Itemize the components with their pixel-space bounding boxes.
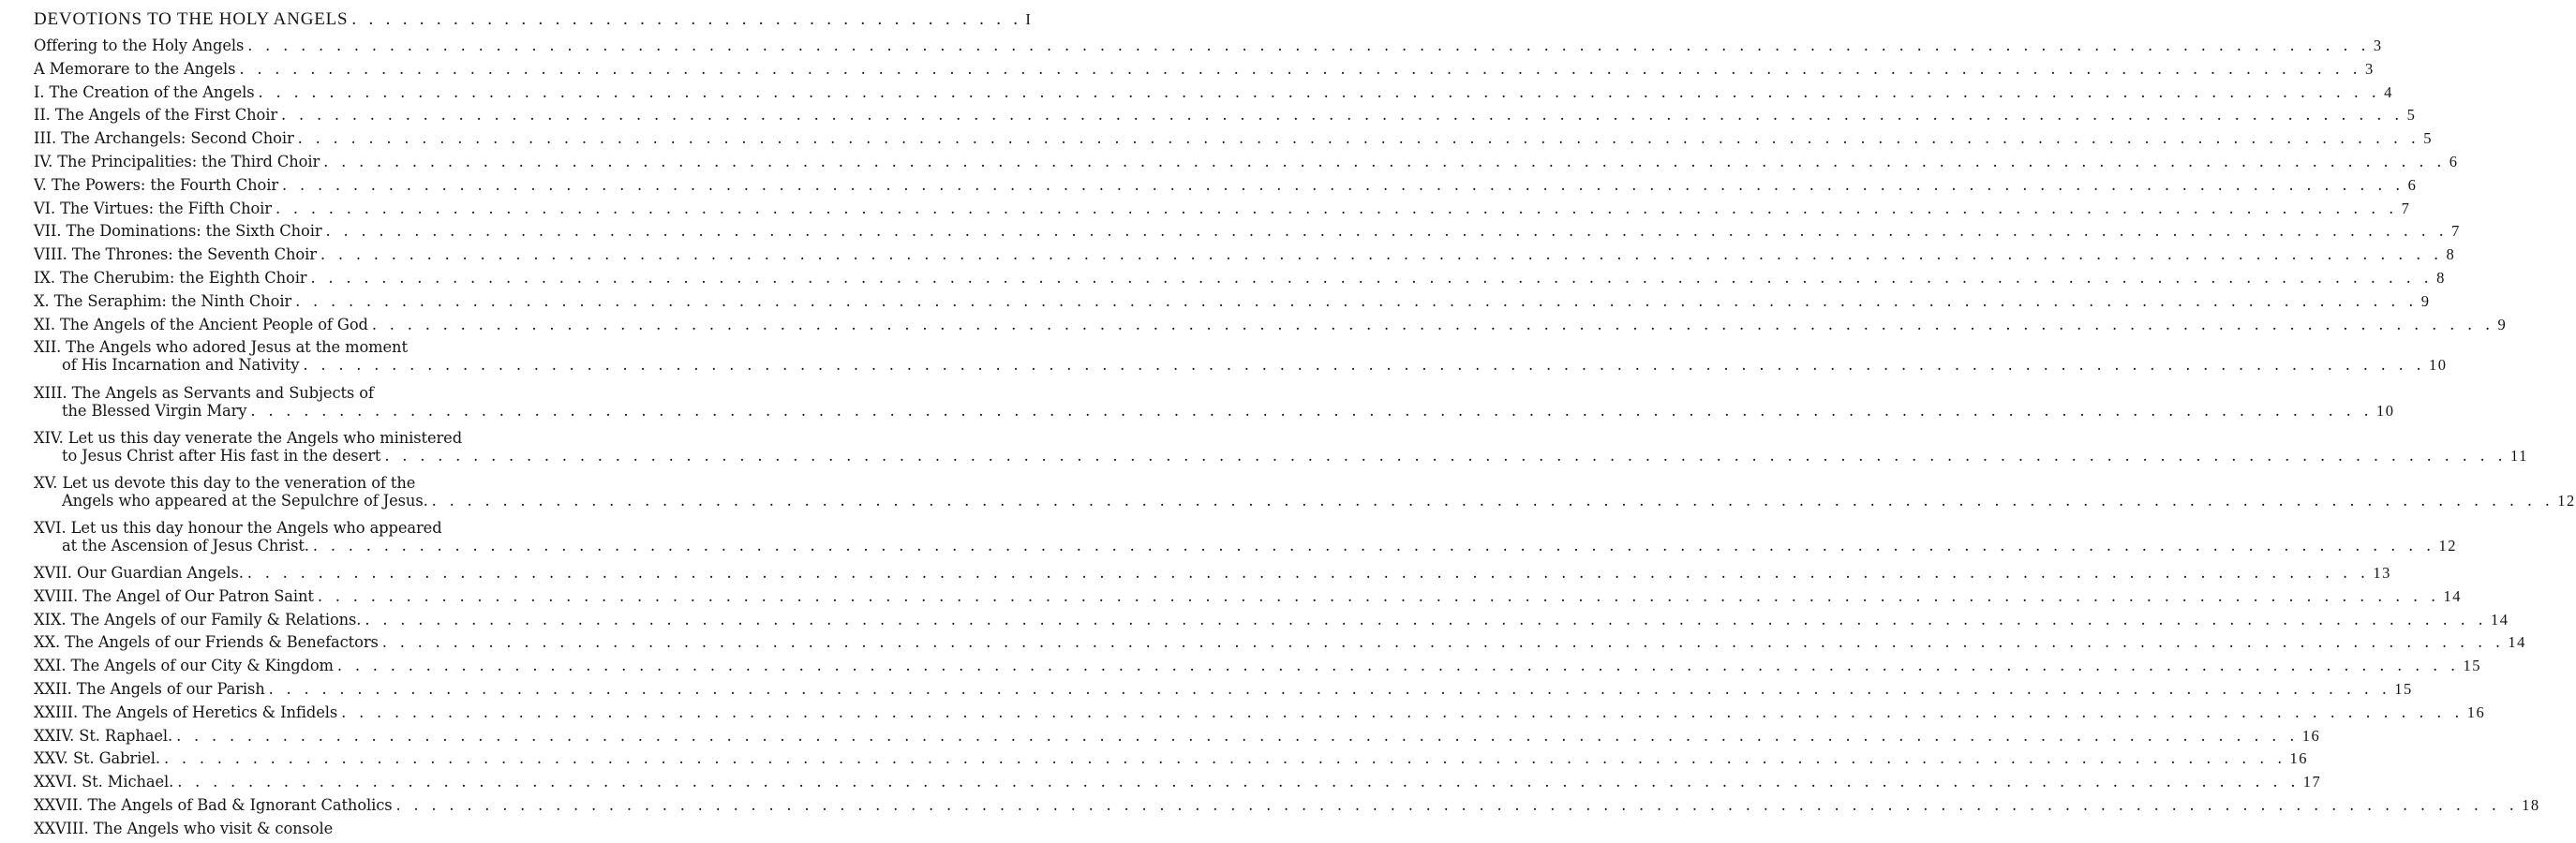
leader-dots: . . . . . . . . . . . . . . . . . . . . . . . . . . . . . . . . . . . . . . . . . . . . . . . . . . . . . . . . . . . . . . . . . . . . . . . . . . . . . . . . . . . . . . . . . . . . . . . . . . . . . . . . . . . . . . . . . . . . . . . .: [317, 586, 2440, 605]
entry-title-line: XXI. The Angels of our City & Kingdom: [34, 657, 334, 675]
leader-dots: . . . . . . . . . . . . . . . . . . . . . . . . . . . . . . . . . . . . . . . . . . . . . . . . . . . . . . . . . . . . . . . . . . . . . . . . . . . . . . . . . . . . . . . . . . . . . . . . . . . . . . . . . . . . . . . . . . . . . . . .: [282, 175, 2405, 194]
entry-title-line: XIII. The Angels as Servants and Subjects of: [34, 383, 374, 402]
entry-title-line: IV. The Principalities: the Third Choir: [34, 153, 320, 170]
entry-page-number: 18: [2522, 795, 2540, 814]
toc-entry[interactable]: [34, 657, 2482, 675]
entry-title-line: XV. Let us devote this day to the veneration of the: [34, 473, 416, 492]
leader-dots: . . . . . . . . . . . . . . . . . . . . . . . . . . . . . . . . . . . . . . . . . . . . . . . . . . . . . . . . . . . . . . . . . . . . . . . . . . . . . . . . . . . . . . . . . . . . . . . . . . . . . . . . . . . . . . . . . . . . . . . .: [250, 401, 2374, 420]
leader-dots: . . . . . . . . . . . . . . . . . . . . . . . . . . . . . . . . . . . . . . . . . . . . . . . . . . . . . . . . . . . . . . . . . . . . . . . . . . . . . . . . . . . . . . . . . . . . . . . . . . . . . . . . . . . . . . . . . . . . . . . .: [323, 153, 2446, 170]
entry-title-line: A Memorare to the Angels: [34, 59, 236, 78]
leader-dots: . . . . . . . . . . . . . . . . . . . . . . . . . . . . . . . . . . . . . . . . . . . . . . . . . . . . . . . . . . . . . . . . . . . . . . . . . . . . . . . . . . . . . . . . . . . . . . . . . . . . . . . . . . . . . . . . . . . . . . . .: [395, 795, 2519, 814]
toc-entry[interactable]: [34, 586, 2462, 606]
entry-title-line: XXVII. The Angels of Bad & Ignorant Catholics: [34, 795, 393, 814]
entry-page-number: 12: [2438, 536, 2457, 555]
entry-page-number: 5: [2406, 106, 2417, 125]
toc-entry[interactable]: [34, 199, 2411, 218]
leader-dots: . . . . . . . . . . . . . . . . . . . . . . . . . . . . . . . . . . . . . . . . . . . . . . . . . . . . . . . . . . . . . . . . . . . . . . . . . . . . . . . . . . . . . . . . . . . . . . . . . . . . . . . . . . . . . . . . . . . . . . . .: [281, 106, 2404, 125]
leader-dots: . . . . . . . . . . . . . . . . . . . . . . . . . . . . . . . . . . . . . . . . . . . . . . . . . . . . . . . . . . . . . . . . . . . . . . . . . . . . . . . . . . . . . . . . . . . . . . . . . . . . . . . . . . . . . . . . . . . . . . . .: [371, 315, 2494, 333]
leader-dots: . . . . . . . . . . . . . . . . . . . . . . . . . . . . . . . . . . . . . . . . . . . . . . . . . . . . . . . . . . . . . . . . . . . . . . . . . . . . . . . . . . . . . . . . . . . . . . . . . . . . . . . . . . . . . . . . . . . . . . . .: [177, 773, 2300, 791]
entry-title-line: Offering to the Holy Angels: [34, 37, 245, 54]
entry-title-line: I. The Creation of the Angels: [34, 82, 255, 101]
entry-page-number: 16: [2289, 749, 2309, 768]
leader-dots: . . . . . . . . . . . . . . . . . . . . . . . . . . . . . . . . . . . . . . . .: [351, 9, 1022, 29]
entry-page-number: 14: [2491, 610, 2509, 629]
entry-title-line: XIX. The Angels of our Family & Relations.: [34, 610, 362, 629]
leader-dots: . . . . . . . . . . . . . . . . . . . . . . . . . . . . . . . . . . . . . . . . . . . . . . . . . . . . . . . . . . . . . . . . . . . . . . . . . . . . . . . . . . . . . . . . . . . . . . . . . . . . . . . . . . . . . . . . . . . . . . . .: [246, 563, 2370, 582]
entry-page-number: 3: [2365, 59, 2375, 78]
entry-title-line: of His Incarnation and Nativity: [62, 356, 300, 375]
leader-dots: . . . . . . . . . . . . . . . . . . . . . . . . . . . . . . . . . . . . . . . . . . . . . . . . . . . . . . . . . . . . . . . . . . . . . . . . . . . . . . . . . . . . . . . . . . . . . . . . . . . . . . . . . . . . . . . . . . . . . . . .: [341, 702, 2464, 721]
toc-entry[interactable]: [34, 749, 2309, 768]
toc-entry[interactable]: [34, 610, 2509, 629]
entry-title-line: Angels who appeared at the Sepulchre of Jesus.: [62, 491, 428, 510]
toc-entry[interactable]: [34, 633, 2526, 652]
entry-title-line: XVIII. The Angel of Our Patron Saint: [34, 586, 314, 605]
entry-page-number: 12: [2557, 491, 2576, 510]
entry-page-number: 6: [2407, 175, 2418, 194]
leader-dots: . . . . . . . . . . . . . . . . . . . . . . . . . . . . . . . . . . . . . . . . . . . . . . . . . . . . . . . . . . . . . . . . . . . . . . . . . . . . . . . . . . . . . . . . . . . . . . . . . . . . . . . . . . . . . . . . . . . . . . . .: [239, 59, 2361, 78]
entry-title-line: the Blessed Virgin Mary: [62, 401, 247, 420]
toc-entry[interactable]: [34, 773, 2322, 791]
leader-dots: . . . . . . . . . . . . . . . . . . . . . . . . . . . . . . . . . . . . . . . . . . . . . . . . . . . . . . . . . . . . . . . . . . . . . . . . . . . . . . . . . . . . . . . . . . . . . . . . . . . . . . . . . . . . . . . . . . . . . . . .: [384, 446, 2507, 465]
toc-entry[interactable]: [34, 82, 2393, 102]
leader-dots: . . . . . . . . . . . . . . . . . . . . . . . . . . . . . . . . . . . . . . . . . . . . . . . . . . . . . . . . . . . . . . . . . . . . . . . . . . . . . . . . . . . . . . . . . . . . . . . . . . . . . . . . . . . . . . . . . . . . . . . .: [295, 291, 2418, 310]
entry-title-line: XXVIII. The Angels who visit & console: [34, 819, 334, 837]
leader-dots: . . . . . . . . . . . . . . . . . . . . . . . . . . . . . . . . . . . . . . . . . . . . . . . . . . . . . . . . . . . . . . . . . . . . . . . . . . . . . . . . . . . . . . . . . . . . . . . . . . . . . . . . . . . . . . . . . . . . . . . .: [163, 749, 2286, 768]
entry-title-line: at the Ascension of Jesus Christ.: [62, 536, 309, 555]
leader-dots: . . . . . . . . . . . . . . . . . . . . . . . . . . . . . . . . . . . . . . . . . . . . . . . . . . . . . . . . . . . . . . . . . . . . . . . . . . . . . . . . . . . . . . . . . . . . . . . . . . . . . . . . . . . . . . . . . . . . . . . .: [297, 129, 2420, 148]
toc-entry[interactable]: [34, 383, 2395, 421]
entry-page-number: 9: [2497, 315, 2508, 333]
toc-entry[interactable]: [34, 269, 2446, 288]
toc-entry[interactable]: [34, 702, 2486, 722]
toc-entry[interactable]: [34, 106, 2417, 125]
toc-entry[interactable]: [34, 518, 2457, 555]
entry-title-line: XX. The Angels of our Friends & Benefactors: [34, 633, 379, 652]
entry-page-number: 14: [2443, 586, 2462, 605]
toc-entry[interactable]: [34, 563, 2391, 583]
toc-entry[interactable]: [34, 153, 2459, 171]
leader-dots: . . . . . . . . . . . . . . . . . . . . . . . . . . . . . . . . . . . . . . . . . . . . . . . . . . . . . . . . . . . . . . . . . . . . . . . . . . . . . . . . . . . . . . . . . . . . . . . . . . . . . . . . . . . . . . . . . . . . . . . .: [247, 37, 2370, 54]
leader-dots: . . . . . . . . . . . . . . . . . . . . . . . . . . . . . . . . . . . . . . . . . . . . . . . . . . . . . . . . . . . . . . . . . . . . . . . . . . . . . . . . . . . . . . . . . . . . . . . . . . . . . . . . . . . . . . . . . . . . . . . .: [365, 610, 2487, 629]
toc-entry[interactable]: [34, 820, 529, 837]
toc-entry[interactable]: [34, 473, 2576, 510]
entry-page-number: 8: [2436, 269, 2446, 287]
entry-page-number: 11: [2509, 446, 2528, 465]
leader-dots: . . . . . . . . . . . . . . . . . . . . . . . . . . . . . . . . . . . . . . . . . . . . . . . . . . . . . . . . . . . . . . . . . . . . . . . . . . . . . . . . . . . . . . . . . . . . . . . . . . . . . . . . . . . . . . . . . . . . . . . .: [381, 633, 2505, 652]
leader-dots: . . . . . . . . . . . . . . . . . . . . . . . . . . . . . . . . . . . . . . . . . . . . . . . . . . . . . . . . . . . . . . . . . . . . . . . . . . . . . . . . . . . . . . . . . . . . . . . . . . . . . . . . . . . . . . . . . . . . . . . .: [320, 245, 2443, 264]
toc-entry[interactable]: [34, 338, 2448, 375]
entry-page-number: 6: [2449, 153, 2459, 170]
entry-page-number: 9: [2420, 291, 2431, 310]
entry-title-line: II. The Angels of the First Choir: [34, 106, 278, 125]
leader-dots: . . . . . . . . . . . . . . . . . . . . . . . . . . . . . . . . . . . . . . . . . . . . . . . . . . . . . . . . . . . . . . . . . . . . . . . . . . . . . . . . . . . . . . . . . . . . . . . . . . . . . . . . . . . . . . . . . . . . . . . .: [431, 491, 2554, 510]
entry-title-line: XXIV. St. Raphael.: [34, 726, 173, 745]
entry-page-number: 15: [2463, 657, 2482, 675]
entry-title-line: VI. The Virtues: the Fifth Choir: [34, 199, 272, 217]
entry-title-line: XXV. St. Gabriel.: [34, 749, 160, 768]
entry-page-number: 4: [2384, 82, 2393, 101]
entry-page-number: 5: [2423, 129, 2434, 148]
toc-entry[interactable]: [34, 245, 2456, 264]
entry-title-line: XXVI. St. Michael.: [34, 773, 174, 791]
entry-page-number: 8: [2446, 245, 2456, 264]
entry-page-number: 10: [2376, 401, 2395, 420]
entry-page-number: 16: [2301, 726, 2321, 745]
entry-title-line: XVII. Our Guardian Angels.: [34, 563, 244, 582]
leader-dots: . . . . . . . . . . . . . . . . . . . . . . . . . . . . . . . . . . . . . . . . . . . . . . . . . . . . . . . . . . . . . . . . . . . . . . . . . . . . . . . . . . . . . . . . . . . . . . . . . . . . . . . . . . . . . . . . . . . . . . . .: [312, 536, 2435, 555]
entry-title-line: III. The Archangels: Second Choir: [34, 129, 294, 148]
toc-entry[interactable]: [34, 679, 2413, 699]
toc-entry[interactable]: [34, 222, 2461, 241]
toc-entry[interactable]: [34, 315, 2508, 334]
entry-title-line: XI. The Angels of the Ancient People of God: [34, 315, 368, 333]
entry-title-line: XIV. Let us this day venerate the Angels who ministered: [34, 428, 463, 447]
entry-page-number: 3: [2373, 37, 2383, 54]
entry-title-line: IX. The Cherubim: the Eighth Choir: [34, 269, 307, 287]
entry-title-line: VII. The Dominations: the Sixth Choir: [34, 222, 322, 241]
entry-title-line: VIII. The Thrones: the Seventh Choir: [34, 245, 317, 264]
entry-page-number: 14: [2508, 633, 2526, 652]
entry-title-line: XVI. Let us this day honour the Angels who appeared: [34, 518, 442, 537]
leader-dots: . . . . . . . . . . . . . . . . . . . . . . . . . . . . . . . . . . . . . . . . . . . . . . . . . . . . . . . . . . . . . . . . . . . . . . . . . . . . . . . . . . . . . . . . . . . . . . . . . . . . . . . . . . . . . . . . . . . . . . . .: [268, 679, 2391, 698]
toc-entry[interactable]: [34, 37, 2383, 55]
entry-page-number: 16: [2466, 702, 2486, 721]
entry-title-line: to Jesus Christ after His fast in the desert: [62, 446, 381, 465]
leader-dots: . . . . . . . . . . . . . . . . . . . . . . . . . . . . . . . . . . . . . . . . . . . . . . . . . . . . . . . . . . . . . . . . . . . . . . . . . . . . . . . . . . . . . . . . . . . . . . . . . . . . . . . . . . . . . . . . . . . . . . . .: [258, 82, 2381, 101]
leader-dots: . . . . . . . . . . . . . . . . . . . . . . . . . . . . . . . . . . . . . . . . . . . . . . . . . . . . . . . . . . . . . . . . . . . . . . . . . . . . . . . . . . . . . . . . . . . . . . . . . . . . . . . . . . . . . . . . . . . . . . . .: [325, 222, 2449, 241]
entry-page-number: 13: [2373, 563, 2391, 582]
toc-entry[interactable]: [34, 175, 2418, 195]
entry-title-line: XXIII. The Angels of Heretics & Infidels: [34, 702, 338, 721]
toc-entry[interactable]: [34, 726, 2321, 746]
entry-page-number: 17: [2302, 773, 2322, 791]
section-title: DEVOTIONS TO THE HOLY ANGELS: [34, 9, 349, 29]
toc-entry[interactable]: [34, 291, 2431, 311]
leader-dots: . . . . . . . . . . . . . . . . . . . . . . . . . . . . . . . . . . . . . . . . . . . . . . . . . . . . . . . . . . . . . . . . . . . . . . . . . . . . . . . . . . . . . . . . . . . . . . . . . . . . . . . . . . . . . . . . . . . . . . . .: [176, 726, 2299, 745]
entry-title-line: XII. The Angels who adored Jesus at the moment: [34, 338, 408, 357]
section-page-number: I: [1025, 10, 1033, 28]
leader-dots: . . . . . . . . . . . . . . . . . . . . . . . . . . . . . . . . . . . . . . . . . . . . . . . . . . . . . . . . . . . . . . . . . . . . . . . . . . . . . . . . . . . . . . . . . . . . . . . . . . . . . . . . . . . . . . . . . . . . . . . .: [275, 199, 2398, 217]
entry-title-line: X. The Seraphim: the Ninth Choir: [34, 291, 292, 310]
toc-entry[interactable]: [34, 59, 2375, 79]
entry-title-line: V. The Powers: the Fourth Choir: [34, 175, 279, 194]
entry-page-number: 7: [2451, 222, 2461, 241]
toc-entry[interactable]: [34, 428, 2528, 466]
entry-page-number: 15: [2394, 679, 2413, 698]
leader-dots: . . . . . . . . . . . . . . . . . . . . . . . . . . . . . . . . . . . . . . . . . . . . . . . . . . . . . . . . . . . . . . . . . . . . . . . . . . . . . . . . . . . . . . . . . . . . . . . . . . . . . . . . . . . . . . . . . . . . . . . .: [310, 269, 2434, 287]
toc-entry[interactable]: [34, 129, 2434, 148]
section-heading: [34, 9, 1033, 30]
toc-entry[interactable]: [34, 795, 2540, 815]
entry-page-number: 7: [2401, 199, 2411, 217]
entry-title-line: XXII. The Angels of our Parish: [34, 679, 265, 698]
entry-page-number: 10: [2429, 356, 2448, 375]
leader-dots: . . . . . . . . . . . . . . . . . . . . . . . . . . . . . . . . . . . . . . . . . . . . . . . . . . . . . . . . . . . . . . . . . . . . . . . . . . . . . . . . . . . . . . . . . . . . . . . . . . . . . . . . . . . . . . . . . . . . . . . .: [303, 356, 2426, 375]
leader-dots: . . . . . . . . . . . . . . . . . . . . . . . . . . . . . . . . . . . . . . . . . . . . . . . . . . . . . . . . . . . . . . . . . . . . . . . . . . . . . . . . . . . . . . . . . . . . . . . . . . . . . . . . . . . . . . . . . . . . . . . .: [336, 657, 2460, 675]
